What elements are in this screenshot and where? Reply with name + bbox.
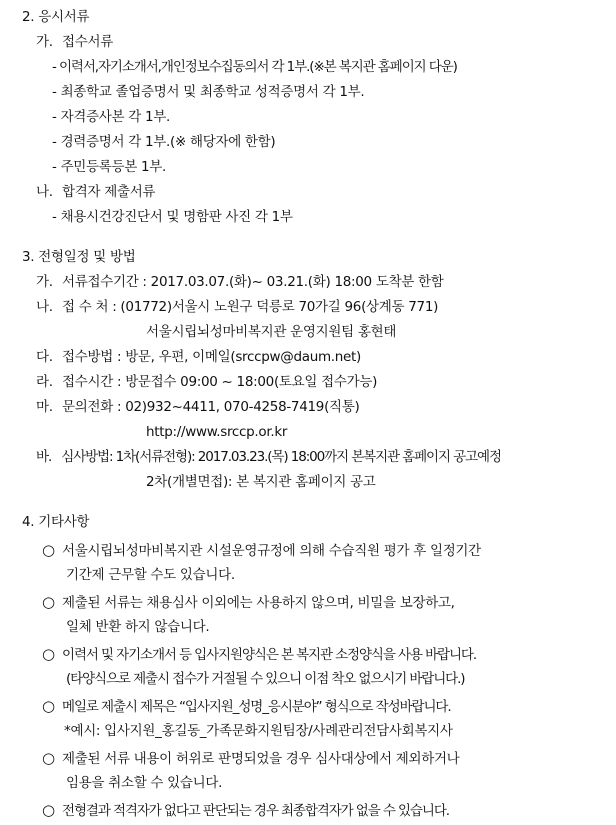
circle-bullet-icon: ○ (42, 801, 54, 819)
notice-text: 이력서 및 자기소개서 등 입사지원양식은 본 복지관 소정양식을 사용 바랍니다. (62, 647, 477, 663)
schedule-row (36, 373, 377, 391)
list-item: - 주민등록등본 1부. (52, 159, 167, 175)
section-2b-heading (36, 183, 155, 201)
notice-continuation: 일체 반환 하지 않습니다. (66, 619, 210, 635)
schedule-row-continuation: 2차(개별면접): 본 복지관 홈페이지 공고 (146, 474, 376, 490)
row-text: 접 수 처 : (01772)서울시 노원구 덕릉로 70가길 96(상계동 771) (62, 299, 439, 315)
schedule-row (36, 273, 444, 291)
list-item: - 채용시건강진단서 및 명함판 사진 각 1부 (52, 209, 293, 225)
list-item: - 자격증사본 각 1부. (52, 109, 171, 125)
notice-item (42, 801, 449, 819)
notice-text: 메일로 제출시 제목은 “입사지원_성명_응시분야” 형식으로 작성바랍니다. (62, 699, 451, 715)
section-2b-text: 합격자 제출서류 (62, 184, 156, 200)
schedule-row-continuation: 서울시립뇌성마비복지관 운영지원팀 홍현태 (146, 324, 397, 340)
circle-bullet-icon: ○ (42, 541, 55, 559)
circle-bullet-icon: ○ (42, 749, 55, 767)
row-label: 다. (36, 349, 53, 365)
circle-bullet-icon: ○ (42, 697, 54, 715)
list-item: - 경력증명서 각 1부.(※ 해당자에 한함) (52, 134, 276, 150)
row-text: 접수시간 : 방문접수 09:00 ~ 18:00(토요일 접수가능) (62, 374, 378, 390)
schedule-row (36, 348, 361, 366)
row-text: 문의전화 : 02)932~4411, 070-4258-7419(직통) (62, 399, 360, 415)
notice-item (42, 593, 455, 611)
notice-continuation: (타양식으로 제출시 접수가 거절될 수 있으니 이점 착오 없으시기 바랍니다.) (66, 671, 465, 687)
notice-continuation: 임용을 취소할 수 있습니다. (66, 775, 223, 791)
section-2a-label: 가. (36, 34, 53, 50)
row-label: 나. (36, 299, 53, 315)
row-label: 바. (36, 449, 52, 465)
section-2-title: 2. 응시서류 (22, 9, 90, 25)
notice-item (42, 749, 459, 767)
row-label: 라. (36, 374, 53, 390)
notice-item (42, 697, 451, 715)
list-item: - 최종학교 졸업증명서 및 최종학교 성적증명서 각 1부. (52, 84, 365, 100)
notice-text: 전형결과 적격자가 없다고 판단되는 경우 최종합격자가 없을 수 있습니다. (62, 803, 449, 819)
circle-bullet-icon: ○ (42, 593, 55, 611)
row-label: 마. (36, 399, 53, 415)
section-3-title: 3. 전형일정 및 방법 (22, 249, 136, 265)
notice-text: 서울시립뇌성마비복지관 시설운영규정에 의해 수습직원 평가 후 일정기간 (62, 543, 481, 559)
section-2b-label: 나. (36, 184, 53, 200)
notice-example: *예시: 입사지원_홍길동_가족문화지원팀장/사례관리전담사회복지사 (64, 723, 453, 739)
section-2a-heading (36, 33, 113, 51)
schedule-row (36, 448, 501, 466)
schedule-row (36, 398, 360, 416)
notice-text: 제출된 서류는 채용심사 이외에는 사용하지 않으며, 비밀을 보장하고, (62, 595, 455, 611)
section-4-title: 4. 기타사항 (22, 514, 90, 530)
row-text: 접수방법 : 방문, 우편, 이메일(srccpw@daum.net) (62, 349, 362, 365)
row-text: 심사방법: 1차(서류전형): 2017.03.23.(목) 18:00까지 본복지관 홈페이지 공고예정 (61, 449, 501, 465)
row-text: 서류접수기간 : 2017.03.07.(화)~ 03.21.(화) 18:00 도착분 한함 (62, 274, 444, 290)
schedule-row (36, 298, 438, 316)
notice-continuation: 기간제 근무할 수도 있습니다. (66, 567, 235, 583)
notice-item (42, 645, 476, 663)
notice-item (42, 541, 481, 559)
notice-text: 제출된 서류 내용이 허위로 판명되었을 경우 심사대상에서 제외하거나 (62, 751, 460, 767)
circle-bullet-icon: ○ (42, 645, 54, 663)
website-url: http://www.srccp.or.kr (146, 424, 288, 440)
section-2a-text: 접수서류 (62, 34, 113, 50)
list-item: - 이력서,자기소개서,개인정보수집동의서 각 1부.(※본 복지관 홈페이지 다운) (52, 59, 457, 75)
row-label: 가. (36, 274, 53, 290)
